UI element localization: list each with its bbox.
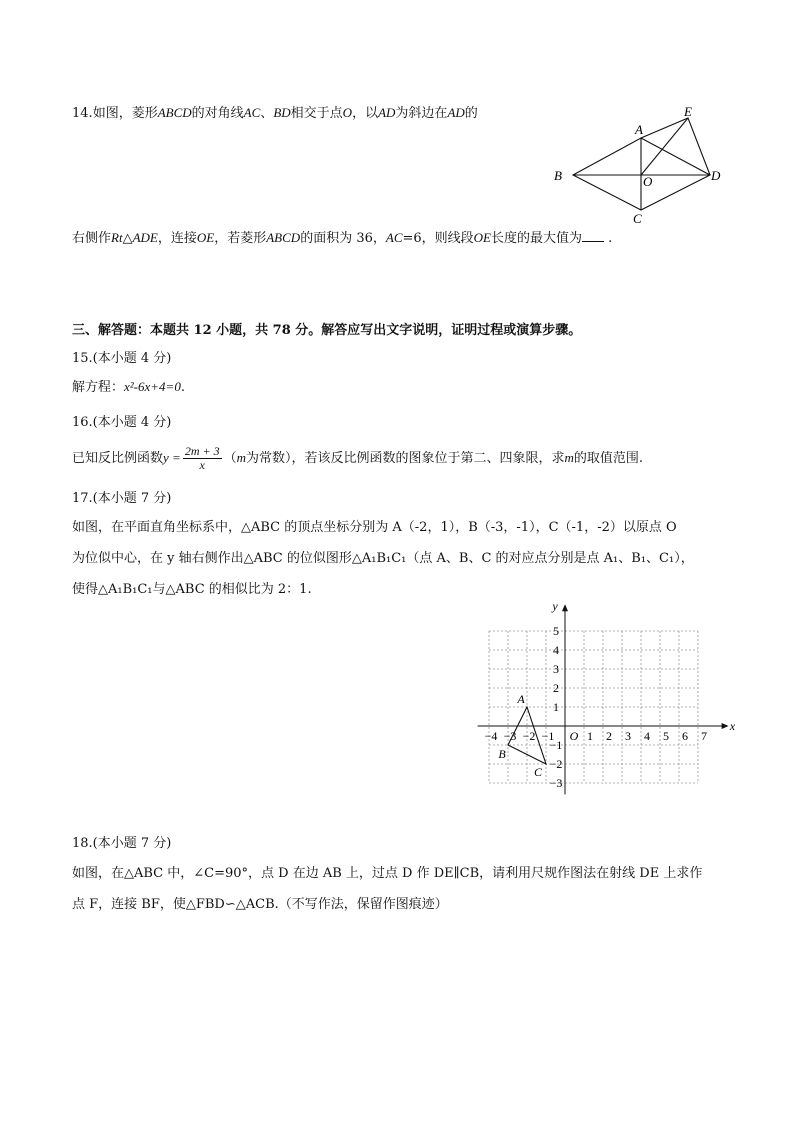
y-tick-label: 2 xyxy=(553,681,559,695)
label-o: O xyxy=(643,174,653,189)
label-e: E xyxy=(684,104,692,119)
y-axis-label: y xyxy=(552,599,558,614)
q17-line-3: 使得△A₁B₁C₁与△ABC 的相似比为 2：1. xyxy=(72,582,312,597)
y-tick-label: 1 xyxy=(553,700,559,714)
x-tick-label: 1 xyxy=(587,729,593,743)
q17-header: 17.(本小题 7 分) xyxy=(72,491,172,506)
y-tick-label: −3 xyxy=(549,776,563,790)
y-tick-label: −2 xyxy=(549,757,563,771)
q15-header: 15.(本小题 4 分) xyxy=(72,351,172,366)
x-tick-label: −1 xyxy=(541,729,555,743)
q18-line-1: 如图，在△ABC 中，∠C=90°，点 D 在边 AB 上，过点 D 作 DE∥CB，请利用尺规作图法在射线 DE 上求作 xyxy=(72,866,703,881)
x-tick-label: −2 xyxy=(522,729,536,743)
x-tick-label: 3 xyxy=(625,729,631,743)
q17-line-1: 如图，在平面直角坐标系中，△ABC 的顶点坐标分别为 A（-2，1），B（-3，-1），C（-1，-2）以原点 O xyxy=(72,520,677,535)
answer-blank xyxy=(582,229,604,242)
x-axis-label: x xyxy=(729,719,736,733)
x-tick-label: 7 xyxy=(701,729,707,743)
x-tick-label: −4 xyxy=(484,729,498,743)
q16-body: 已知反比例函数y = $\frac{2m + 3}{x}$ （m为常数），若该反比例函数的图象位于第二、四象限，求m的取值范围. xyxy=(72,444,644,472)
x-tick-label: −3 xyxy=(503,729,517,743)
origin-label: O xyxy=(569,729,579,743)
y-tick-label: −1 xyxy=(549,738,563,752)
y-axis-arrow xyxy=(562,604,568,611)
x-tick-label: 4 xyxy=(644,729,650,743)
label-b: B xyxy=(554,168,562,183)
triangle-ade-legs xyxy=(641,118,710,175)
coordinate-grid xyxy=(470,599,736,805)
x-axis-arrow xyxy=(722,723,729,729)
point-b-label: B xyxy=(498,747,506,761)
y-tick-label: 4 xyxy=(553,643,559,657)
segment-oe xyxy=(641,118,688,175)
y-tick-label: 3 xyxy=(553,662,559,676)
q18-header: 18.(本小题 7 分) xyxy=(72,836,172,851)
q14-line-1: 14.如图，菱形ABCD的对角线AC、BD相交于点O，以AD为斜边在AD的 xyxy=(72,105,478,121)
q16-header: 16.(本小题 4 分) xyxy=(72,415,172,430)
y-tick-label: 5 xyxy=(553,624,559,638)
label-c: C xyxy=(633,211,642,226)
label-a: A xyxy=(635,122,643,137)
x-tick-label: 6 xyxy=(682,729,688,743)
q15-body: 解方程：x²-6x+4=0. xyxy=(72,379,185,395)
q14-line-2: 右侧作Rt△ADE，连接OE，若菱形ABCD的面积为 36，AC=6，则线段OE长度的最大值为 . xyxy=(72,230,613,246)
point-c-label: C xyxy=(533,765,543,779)
section-3-heading: 三、解答题：本题共 12 小题，共 78 分。解答应写出文字说明，证明过程或演算步骤。 xyxy=(72,323,582,338)
q17-line-2: 为位似中心，在 y 轴右侧作出△ABC 的位似图形△A₁B₁C₁（点 A、B、C 的对应点分别是点 A₁、B₁、C₁）， xyxy=(72,551,694,566)
fraction: $\frac{2m + 3}{x}$ xyxy=(184,444,220,472)
label-d: D xyxy=(711,168,721,183)
point-a-label: A xyxy=(517,692,525,706)
x-tick-label: 5 xyxy=(663,729,669,743)
rhombus-figure xyxy=(548,100,728,225)
x-tick-label: 2 xyxy=(606,729,612,743)
q18-line-2: 点 F，连接 BF，使△FBD∽△ACB.（不写作法，保留作图痕迹） xyxy=(72,897,448,912)
